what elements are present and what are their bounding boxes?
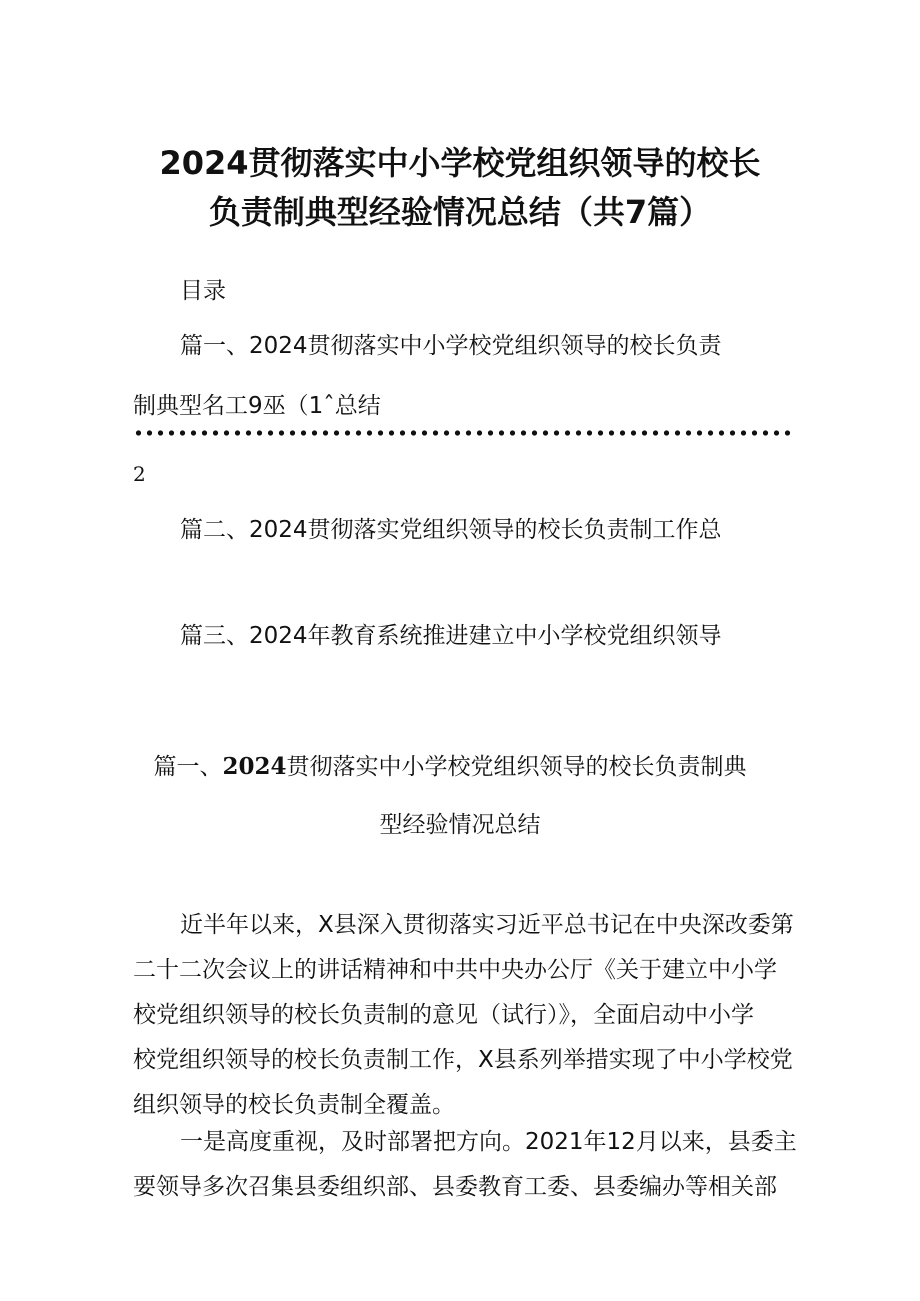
- toc-dot-leader: [133, 428, 793, 438]
- section-1-title-prefix: 篇一、: [153, 754, 223, 780]
- toc-heading: 目录: [180, 278, 226, 304]
- paragraph-1: [133, 903, 793, 1128]
- paragraph-line: 二十二次会议上的讲话精神和中共中央办公厅《关于建立中小学: [133, 957, 777, 983]
- toc-item-3[interactable]: 篇三、2024年教育系统推进建立中小学校党组织领导: [180, 623, 722, 649]
- section-1-title-rest: 贯彻落实中小学校党组织领导的校长负责制典: [286, 754, 747, 780]
- toc-item-2[interactable]: 篇二、2024贯彻落实党组织领导的校长负责制工作总: [180, 517, 722, 543]
- toc-item-1-line-2[interactable]: 制典型名工9巫（1ˆ总结: [133, 393, 381, 419]
- document-title-line-2: 负责制典型经验情况总结（共7篇）: [208, 193, 712, 231]
- paragraph-line: 校党组织领导的校长负责制的意见（试行）》，全面启动中小学: [133, 1002, 754, 1028]
- paragraph-line: 要领导多次召集县委组织部、县委教育工委、县委编办等相关部: [133, 1174, 777, 1200]
- paragraph-line: 组织领导的校长负责制全覆盖。: [133, 1092, 455, 1118]
- paragraph-2: [133, 1120, 797, 1210]
- section-1-title-year: 2024: [222, 753, 287, 780]
- section-1-title-line-2: 型经验情况总结: [379, 812, 541, 838]
- section-1-title-line-1: [0, 748, 910, 781]
- paragraph-line: 校党组织领导的校长负责制工作，X县系列举措实现了中小学校党: [133, 1047, 793, 1073]
- toc-item-1-line-1[interactable]: 篇一、2024贯彻落实中小学校党组织领导的校长负责: [180, 333, 722, 359]
- document-title-line-1: 2024贯彻落实中小学校党组织领导的校长: [159, 144, 761, 182]
- toc-item-1-page-number: 2: [133, 462, 146, 486]
- paragraph-line: 近半年以来，X县深入贯彻落实习近平总书记在中央深改委第: [180, 912, 794, 938]
- paragraph-line: 一是高度重视，及时部署把方向。2021年12月以来，县委主: [180, 1129, 797, 1155]
